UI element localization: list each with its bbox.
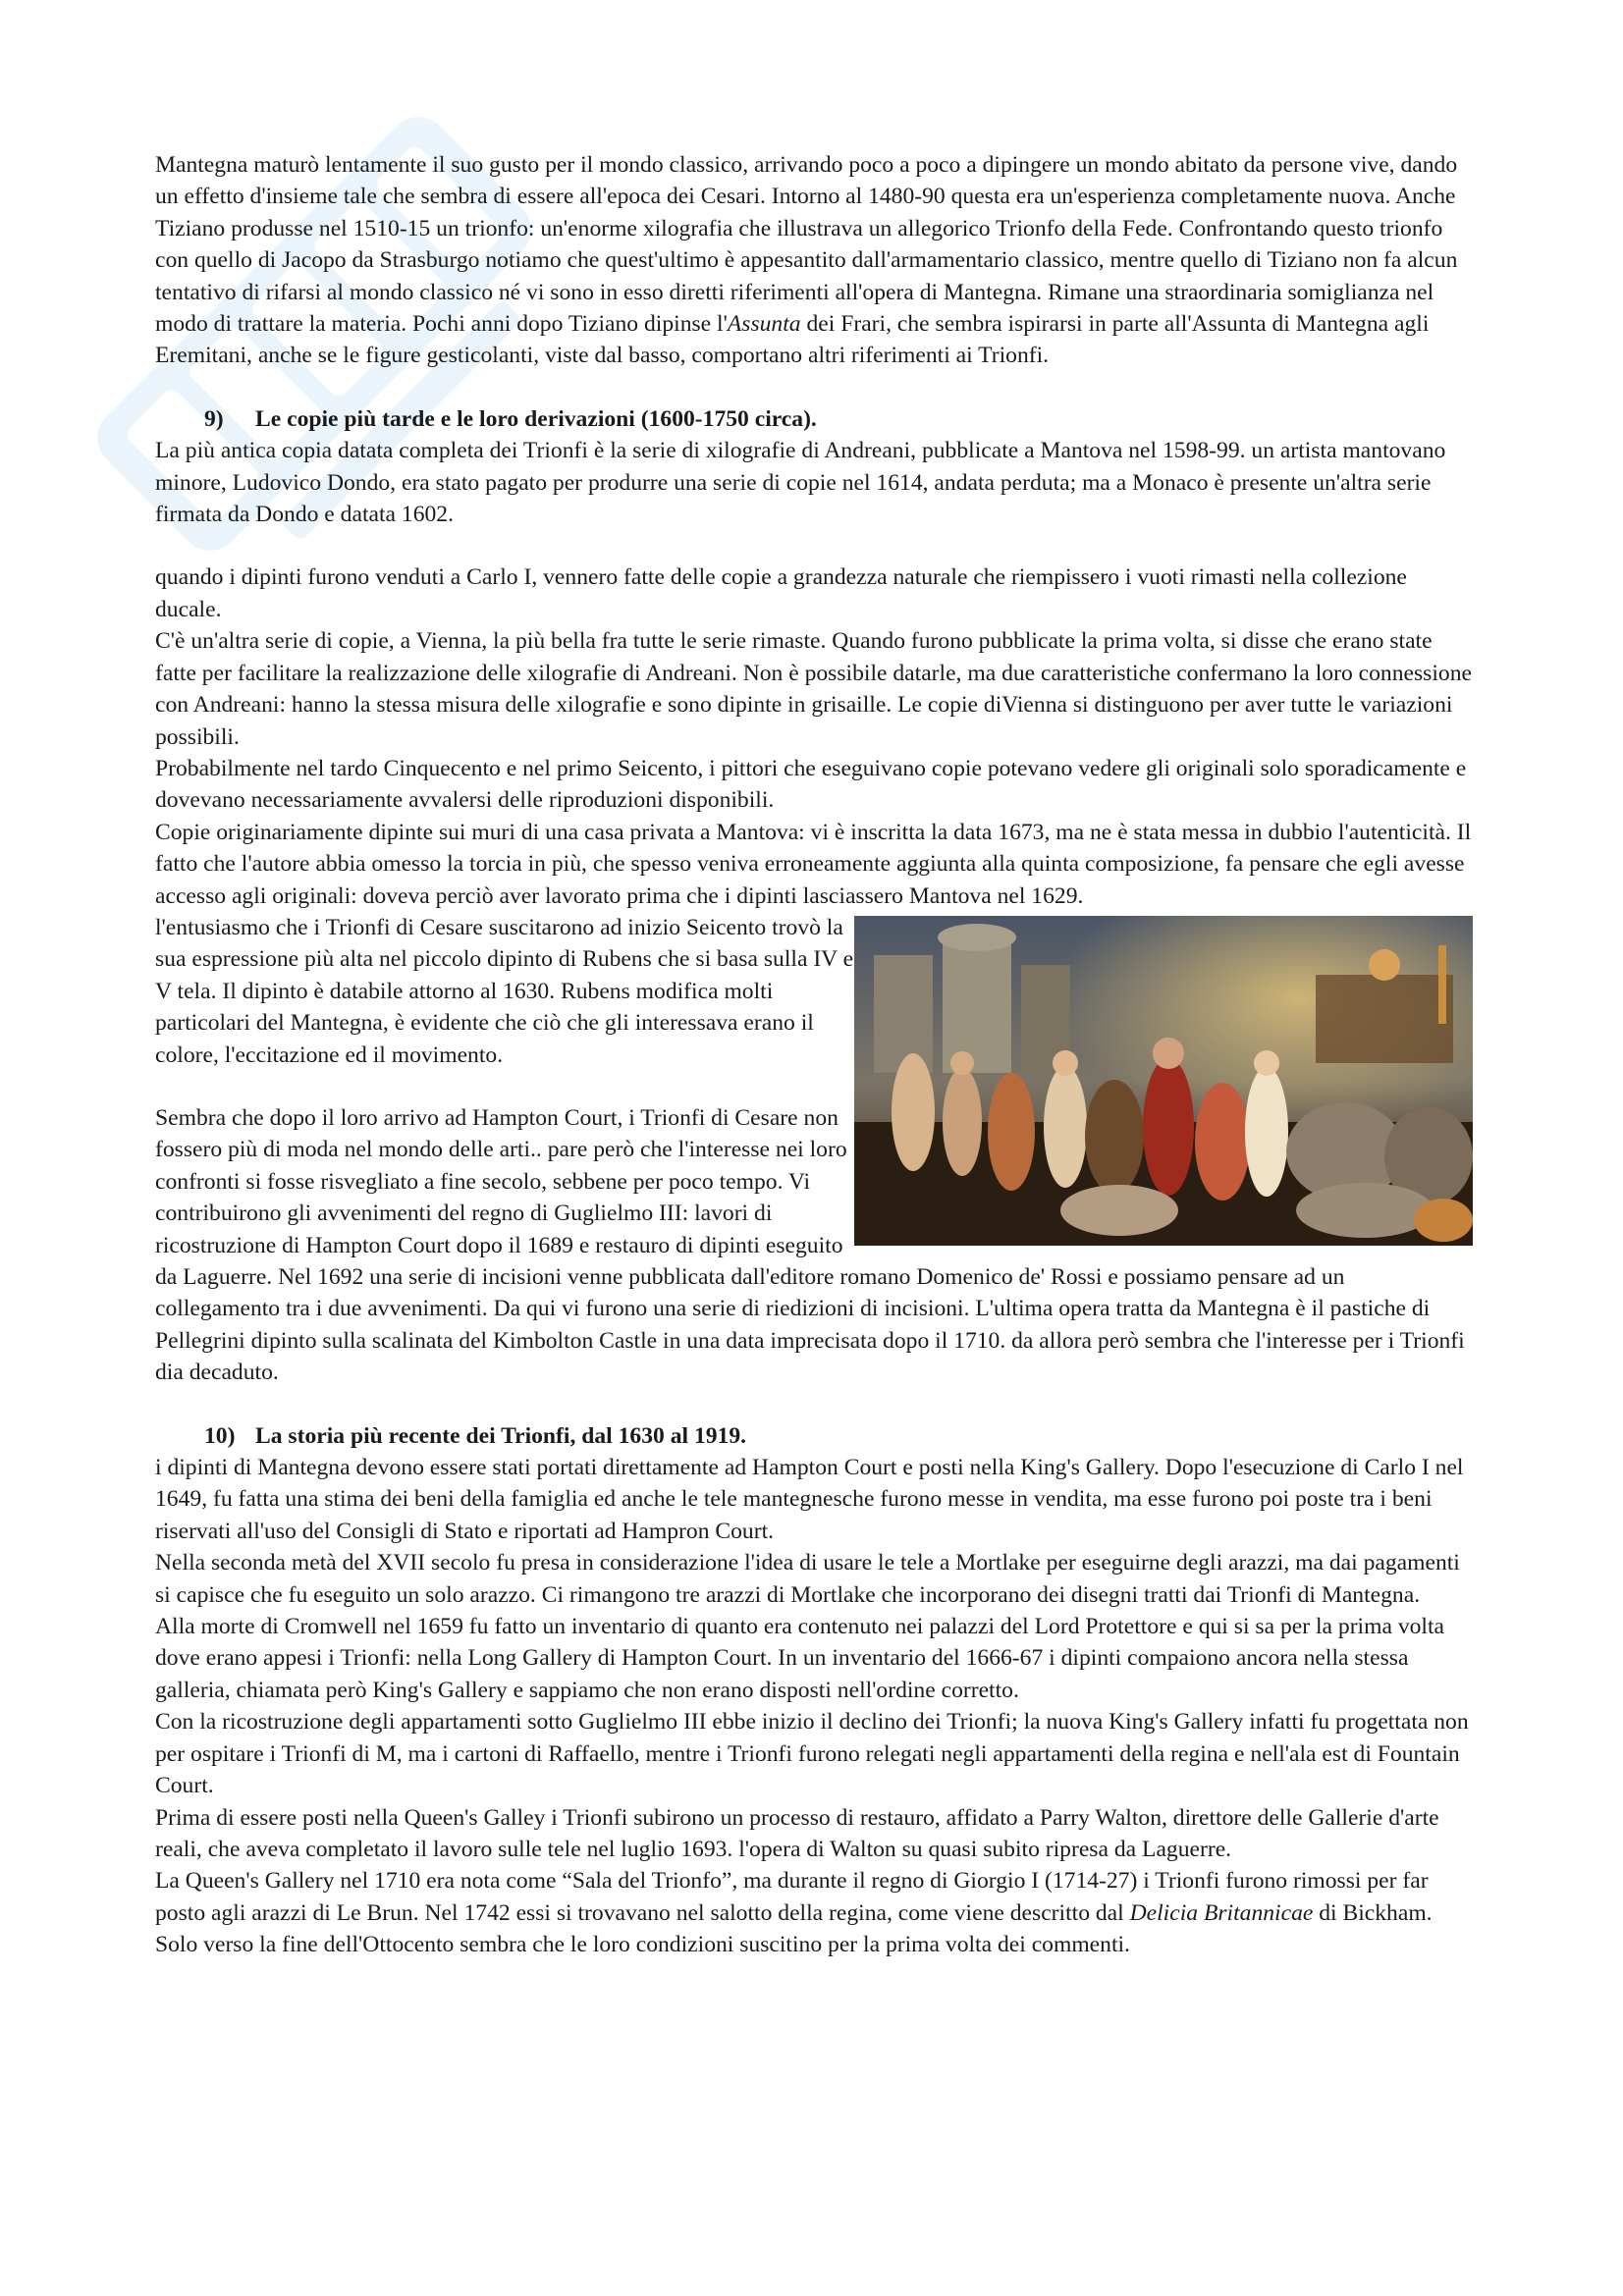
section-9-paragraph-7: Sembra che dopo il loro arrivo ad Hampton Court, i Trionfi di Cesare non fossero più di moda nel mondo delle arti.. pare però che l'interesse nei loro confronti si fosse risvegliato a fine secolo, sebbene per poco tempo. Vi contribuirono gli avvenimenti del regno di Guglielmo III: lavori di ricostruzione di Hampton Court dopo il 1689 e restauro di dipinti eseguito da Laguerre. Nel 1692 una serie di incisioni venne pubblicata dall'editore romano Domenico de' Rossi e possiamo pensare ad un collegamento tra i due avvenimenti. Da qui vi furono una serie di riedizioni di incisioni. L'ultima opera tratta da Mantegna è il pastiche di Pellegrini dipinto sulla scalinata del Kimbolton Castle in una data imprecisata dopo il 1710. da allora però sembra che l'interesse per i Trionfi dia decaduto. (155, 1104, 1465, 1386)
section-10-italic-title: Delicia Britannicae (1129, 1899, 1314, 1926)
section-9-paragraph-3: C'è un'altra serie di copie, a Vienna, la più bella fra tutte le serie rimaste. Quando furono pubblicate la prima volta, si disse che erano state fatte per facilitare la realizzazione delle xilografie di Andreani. Non è possibile datarle, ma due caratteristiche confermano la loro connessione con Andreani: hanno la stessa misura delle xilografie e sono dipinte in grisaille. Le copie diVienna si distinguono per aver tutte le variazioni possibili. (155, 628, 1472, 750)
section-10-paragraph-3: Alla morte di Cromwell nel 1659 fu fatto un inventario di quanto era contenuto nei palazzi del Lord Protettore e qui si sa per la prima volta dove erano appesi i Trionfi: nella Long Gallery di Hampton Court. In un inventario del 1666-67 i dipinti compaiono ancora nella stessa galleria, chiamata però King's Gallery e sappiamo che non erano disposti nell'ordine corretto. (155, 1614, 1445, 1703)
section-9-paragraph-6: l'entusiasmo che i Trionfi di Cesare suscitarono ad inizio Seicento trovò la sua espressione più alta nel piccolo dipinto di Rubens che si basa sulla IV e V tela. Il dipinto è databile attorno al 1630. Rubens modifica molti particolari del Mantegna, è evidente che ciò che gli interessava erano il colore, l'eccitazione ed il movimento. (155, 914, 854, 1068)
section-10-paragraph-6: La Queen's Gallery nel 1710 era nota come “Sala del Trionfo”, ma durante il regno di Giorgio I (1714-27) i Trionfi furono rimossi per far posto agli arazzi di Le Brun. Nel 1742 essi si trovavano nel salotto della regina, come viene descritto dal Delicia Britannicae di Bickham. (155, 1868, 1433, 1926)
document-page (155, 149, 1473, 1961)
section-10-paragraph-7: Solo verso la fine dell'Ottocento sembra che le loro condizioni suscitino per la prima volta dei commenti. (155, 1932, 1130, 1958)
section-9-heading (204, 403, 1473, 435)
section-10-heading (204, 1420, 1473, 1452)
section-10-paragraph-5: Prima di essere posti nella Queen's Galley i Trionfi subirono un processo di restauro, affidato a Parry Walton, direttore delle Gallerie d'arte reali, che aveva completato il lavoro sulle tele nel luglio 1693. l'opera di Walton su quasi subito ripresa da Laguerre. (155, 1804, 1439, 1862)
section-10-number: 10) (204, 1422, 236, 1449)
section-9-paragraph-2: quando i dipinti furono venduti a Carlo I, vennero fatte delle copie a grandezza naturale che riempissero i vuoti rimasti nella collezione ducale. (155, 564, 1407, 622)
intro-paragraph: Mantegna maturò lentamente il suo gusto per il mondo classico, arrivando poco a poco a dipingere un mondo abitato da persone vive, dando un effetto d'insieme tale che sembra di essere all'epoca dei Cesari. Intorno al 1480-90 questa era un'esperienza completamente nuova. Anche Tiziano produsse nel 1510-15 un trionfo: un'enorme xilografia che illustrava un allegorico Trionfo della Fede. Confrontando questo trionfo con quello di Jacopo da Strasburgo notiamo che quest'ultimo è appesantito dall'armamentario classico, mentre quello di Tiziano non fa alcun tentativo di rifarsi al mondo classico né vi sono in esso diretti riferimenti all'opera di Mantegna. Rimane una straordinaria somiglianza nel modo di trattare la materia. Pochi anni dopo Tiziano dipinse l'Assunta dei Frari, che sembra ispirarsi in parte all'Assunta di Mantegna agli Eremitani, anche se le figure gesticolanti, viste dal basso, comportano altri riferimenti ai Trionfi. (155, 152, 1458, 369)
section-9-number: 9) (204, 405, 224, 432)
section-9-paragraph-4: Probabilmente nel tardo Cinquecento e nel primo Seicento, i pittori che eseguivano copie potevano vedere gli originali solo sporadicamente e dovevano necessariamente avvalersi delle riproduzioni disponibili. (155, 755, 1467, 814)
section-9-paragraph-5: Copie originariamente dipinte sui muri di una casa privata a Mantova: vi è inscritta la data 1673, ma ne è stata messa in dubbio l'autenticità. Il fatto che l'autore abbia omesso la torcia in più, che spesso veniva erroneamente aggiunta alla quinta composizione, fa pensare che egli avesse accesso agli originali: doveva perciò aver lavorato prima che i dipinti lasciassero Mantova nel 1629. (155, 819, 1472, 909)
rubens-painting-image (854, 916, 1473, 1246)
section-9-title: Le copie più tarde e le loro derivazioni (1600-1750 circa). (255, 405, 817, 432)
section-9-paragraph-1: La più antica copia datata completa dei Trionfi è la serie di xilografie di Andreani, pubblicate a Mantova nel 1598-99. un artista mantovano minore, Ludovico Dondo, era stato pagato per produrre una serie di copie nel 1614, andata perduta; ma a Monaco è presente un'altra serie firmata da Dondo e datata 1602. (155, 438, 1446, 528)
section-10-paragraph-1: i dipinti di Mantegna devono essere stati portati direttamente ad Hampton Court e posti nella King's Gallery. Dopo l'esecuzione di Carlo I nel 1649, fu fatta una stima dei beni della famiglia ed anche le tele mantegnesche furono messe in vendita, ma esse furono poi poste tra i beni riservati all'uso del Consigli di Stato e riportati ad Hampron Court. (155, 1455, 1464, 1544)
section-10-paragraph-2: Nella seconda metà del XVII secolo fu presa in considerazione l'idea di usare le tele a Mortlake per eseguirne degli arazzi, ma dai pagamenti si capisce che fu eseguito un solo arazzo. Ci rimangono tre arazzi di Mortlake che incorporano dei disegni tratti dai Trionfi di Mantegna. (155, 1550, 1460, 1608)
section-10-paragraph-4: Con la ricostruzione degli appartamenti sotto Guglielmo III ebbe inizio il declino dei Trionfi; la nuova King's Gallery infatti fu progettata non per ospitare i Trionfi di M, ma i cartoni di Raffaello, mentre i Trionfi furono relegati negli appartamenti della regina e nell'ala est di Fountain Court. (155, 1709, 1469, 1799)
section-10-title: La storia più recente dei Trionfi, dal 1630 al 1919. (255, 1422, 747, 1449)
intro-italic-title: Assunta (727, 311, 801, 338)
